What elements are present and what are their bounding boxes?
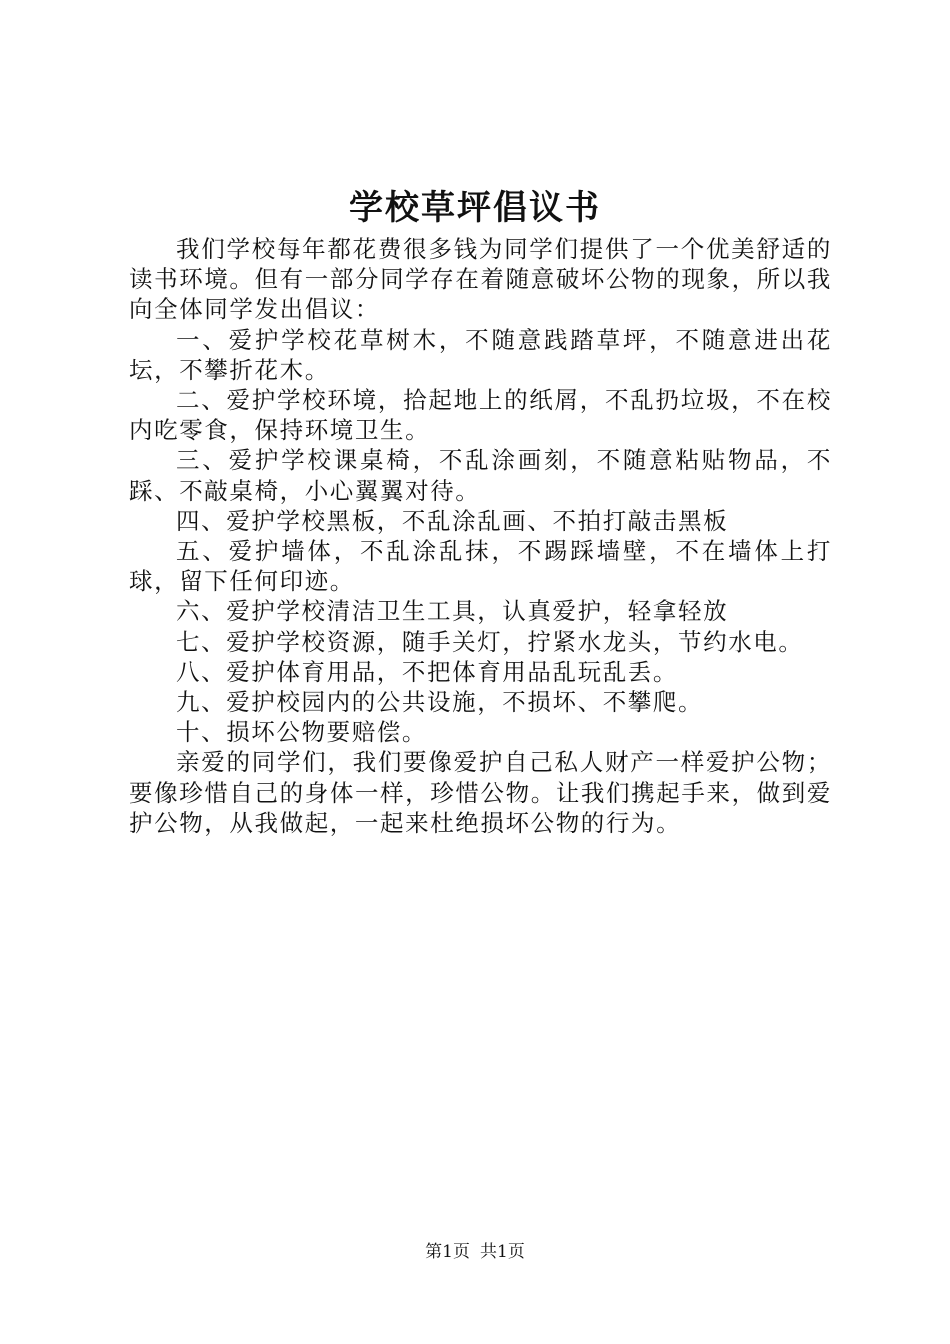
- document-title: 学校草坪倡议书: [349, 188, 601, 228]
- proposal-item-4: 四、爱护学校黑板，不乱涂乱画、不拍打敲击黑板: [176, 506, 729, 535]
- proposal-item-8: 八、爱护体育用品，不把体育用品乱玩乱丢。: [176, 657, 678, 686]
- document-body: [129, 234, 832, 838]
- proposal-item-10: 十、损坏公物要赔偿。: [176, 718, 427, 747]
- proposal-item-6: 六、爱护学校清洁卫生工具，认真爱护，轻拿轻放: [176, 597, 729, 626]
- page-number: 第1页: [425, 1242, 470, 1262]
- page-total: 共1页: [480, 1242, 525, 1262]
- page-footer: [0, 1240, 950, 1264]
- intro-paragraph: 我们学校每年都花费很多钱为同学们提供了一个优美舒适的读书环境。但有一部分同学存在着随意破坏公物的现象，所以我向全体同学发出倡议：: [129, 235, 832, 324]
- proposal-item-9: 九、爱护校园内的公共设施，不损坏、不攀爬。: [176, 688, 704, 717]
- proposal-item-7: 七、爱护学校资源，随手关灯，拧紧水龙头，节约水电。: [176, 627, 804, 656]
- closing-paragraph: 亲爱的同学们，我们要像爱护自己私人财产一样爱护公物；要像珍惜自己的身体一样，珍惜公物。让我们携起手来，做到爱护公物，从我做起，一起来杜绝损坏公物的行为。: [129, 748, 832, 837]
- proposal-item-3: 三、爱护学校课桌椅，不乱涂画刻，不随意粘贴物品，不踩、不敲桌椅，小心翼翼对待。: [129, 446, 832, 505]
- proposal-item-2: 二、爱护学校环境，拾起地上的纸屑，不乱扔垃圾，不在校内吃零食，保持环境卫生。: [129, 386, 832, 445]
- proposal-item-1: 一、爱护学校花草树木，不随意践踏草坪，不随意进出花坛，不攀折花木。: [129, 325, 832, 384]
- proposal-item-5: 五、爱护墙体，不乱涂乱抹，不踢踩墙壁，不在墙体上打球，留下任何印迹。: [129, 537, 832, 596]
